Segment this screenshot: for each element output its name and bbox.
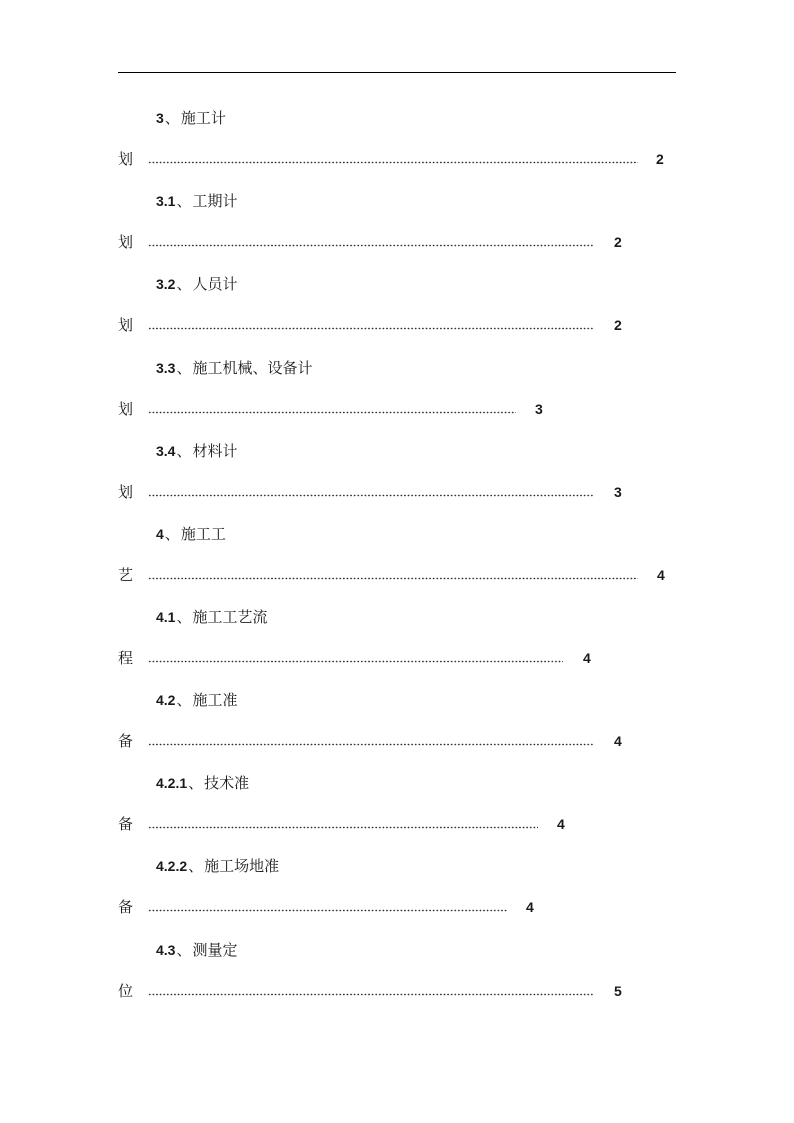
section-number: 3.1 — [156, 193, 176, 209]
page-number: 4 — [583, 650, 591, 666]
title-continuation: 划 — [118, 150, 134, 168]
toc-entry[interactable] — [0, 439, 794, 523]
section-number: 3 — [156, 110, 164, 126]
section-title: 工期计 — [192, 192, 238, 210]
page-number: 4 — [557, 816, 565, 832]
separator: 、 — [164, 109, 180, 127]
section-number: 4.3 — [156, 942, 176, 958]
dot-leader — [148, 729, 594, 751]
section-number: 3.3 — [156, 360, 176, 376]
dot-leader — [148, 480, 594, 502]
dot-leader — [148, 812, 538, 834]
toc-heading — [156, 771, 249, 795]
page-number: 5 — [614, 983, 622, 999]
page-number: 4 — [614, 733, 622, 749]
dot-leader — [148, 230, 594, 252]
separator: 、 — [176, 442, 192, 460]
separator: 、 — [176, 359, 192, 377]
dot-leader — [148, 646, 563, 668]
section-number: 4.1 — [156, 609, 176, 625]
title-continuation: 位 — [118, 982, 134, 1000]
section-title: 材料计 — [192, 442, 238, 460]
section-title: 施工场地准 — [204, 857, 280, 875]
section-number: 4 — [156, 526, 164, 542]
page-number: 2 — [656, 151, 664, 167]
toc-entry[interactable] — [0, 688, 794, 772]
page-number: 3 — [614, 484, 622, 500]
toc-entry[interactable] — [0, 771, 794, 855]
page-number: 2 — [614, 317, 622, 333]
separator: 、 — [176, 192, 192, 210]
title-continuation: 划 — [118, 233, 134, 251]
section-title: 施工工 — [180, 525, 226, 543]
title-continuation: 备 — [118, 898, 134, 916]
toc-heading — [156, 439, 238, 463]
separator: 、 — [176, 608, 192, 626]
title-continuation: 艺 — [118, 566, 134, 584]
page-number: 4 — [657, 567, 665, 583]
section-title: 测量定 — [192, 941, 238, 959]
separator: 、 — [176, 691, 192, 709]
separator: 、 — [188, 857, 204, 875]
title-continuation: 划 — [118, 400, 134, 418]
toc-entry[interactable] — [0, 605, 794, 689]
toc-entry[interactable] — [0, 938, 794, 1022]
section-number: 4.2.1 — [156, 775, 188, 791]
section-number: 3.2 — [156, 276, 176, 292]
title-continuation: 备 — [118, 732, 134, 750]
section-title: 施工计 — [180, 109, 226, 127]
dot-leader — [148, 397, 516, 419]
toc-entry[interactable] — [0, 854, 794, 938]
toc-entry[interactable] — [0, 106, 794, 190]
separator: 、 — [176, 275, 192, 293]
dot-leader — [148, 895, 507, 917]
toc-entry[interactable] — [0, 356, 794, 440]
toc-heading — [156, 356, 313, 380]
title-continuation: 划 — [118, 483, 134, 501]
toc-entry[interactable] — [0, 522, 794, 606]
toc-entry[interactable] — [0, 189, 794, 273]
section-title: 施工机械、设备计 — [192, 359, 313, 377]
section-title: 施工工艺流 — [192, 608, 268, 626]
toc-heading — [156, 688, 238, 712]
title-continuation: 备 — [118, 815, 134, 833]
dot-leader — [148, 313, 594, 335]
dot-leader — [148, 979, 594, 1001]
toc-heading — [156, 605, 268, 629]
separator: 、 — [188, 774, 204, 792]
page-number: 3 — [535, 401, 543, 417]
separator: 、 — [164, 525, 180, 543]
toc-heading — [156, 522, 226, 546]
section-title: 人员计 — [192, 275, 238, 293]
section-number: 3.4 — [156, 443, 176, 459]
page-number: 2 — [614, 234, 622, 250]
toc-heading — [156, 938, 238, 962]
dot-leader — [148, 147, 638, 169]
section-title: 施工准 — [192, 691, 238, 709]
toc-heading — [156, 189, 238, 213]
dot-leader — [148, 563, 638, 585]
section-number: 4.2 — [156, 692, 176, 708]
toc-heading — [156, 106, 226, 130]
toc-heading — [156, 272, 238, 296]
title-continuation: 划 — [118, 316, 134, 334]
section-number: 4.2.2 — [156, 858, 188, 874]
title-continuation: 程 — [118, 649, 134, 667]
toc-heading — [156, 854, 279, 878]
toc-entry[interactable] — [0, 272, 794, 356]
section-title: 技术准 — [204, 774, 250, 792]
page-number: 4 — [526, 899, 534, 915]
separator: 、 — [176, 941, 192, 959]
